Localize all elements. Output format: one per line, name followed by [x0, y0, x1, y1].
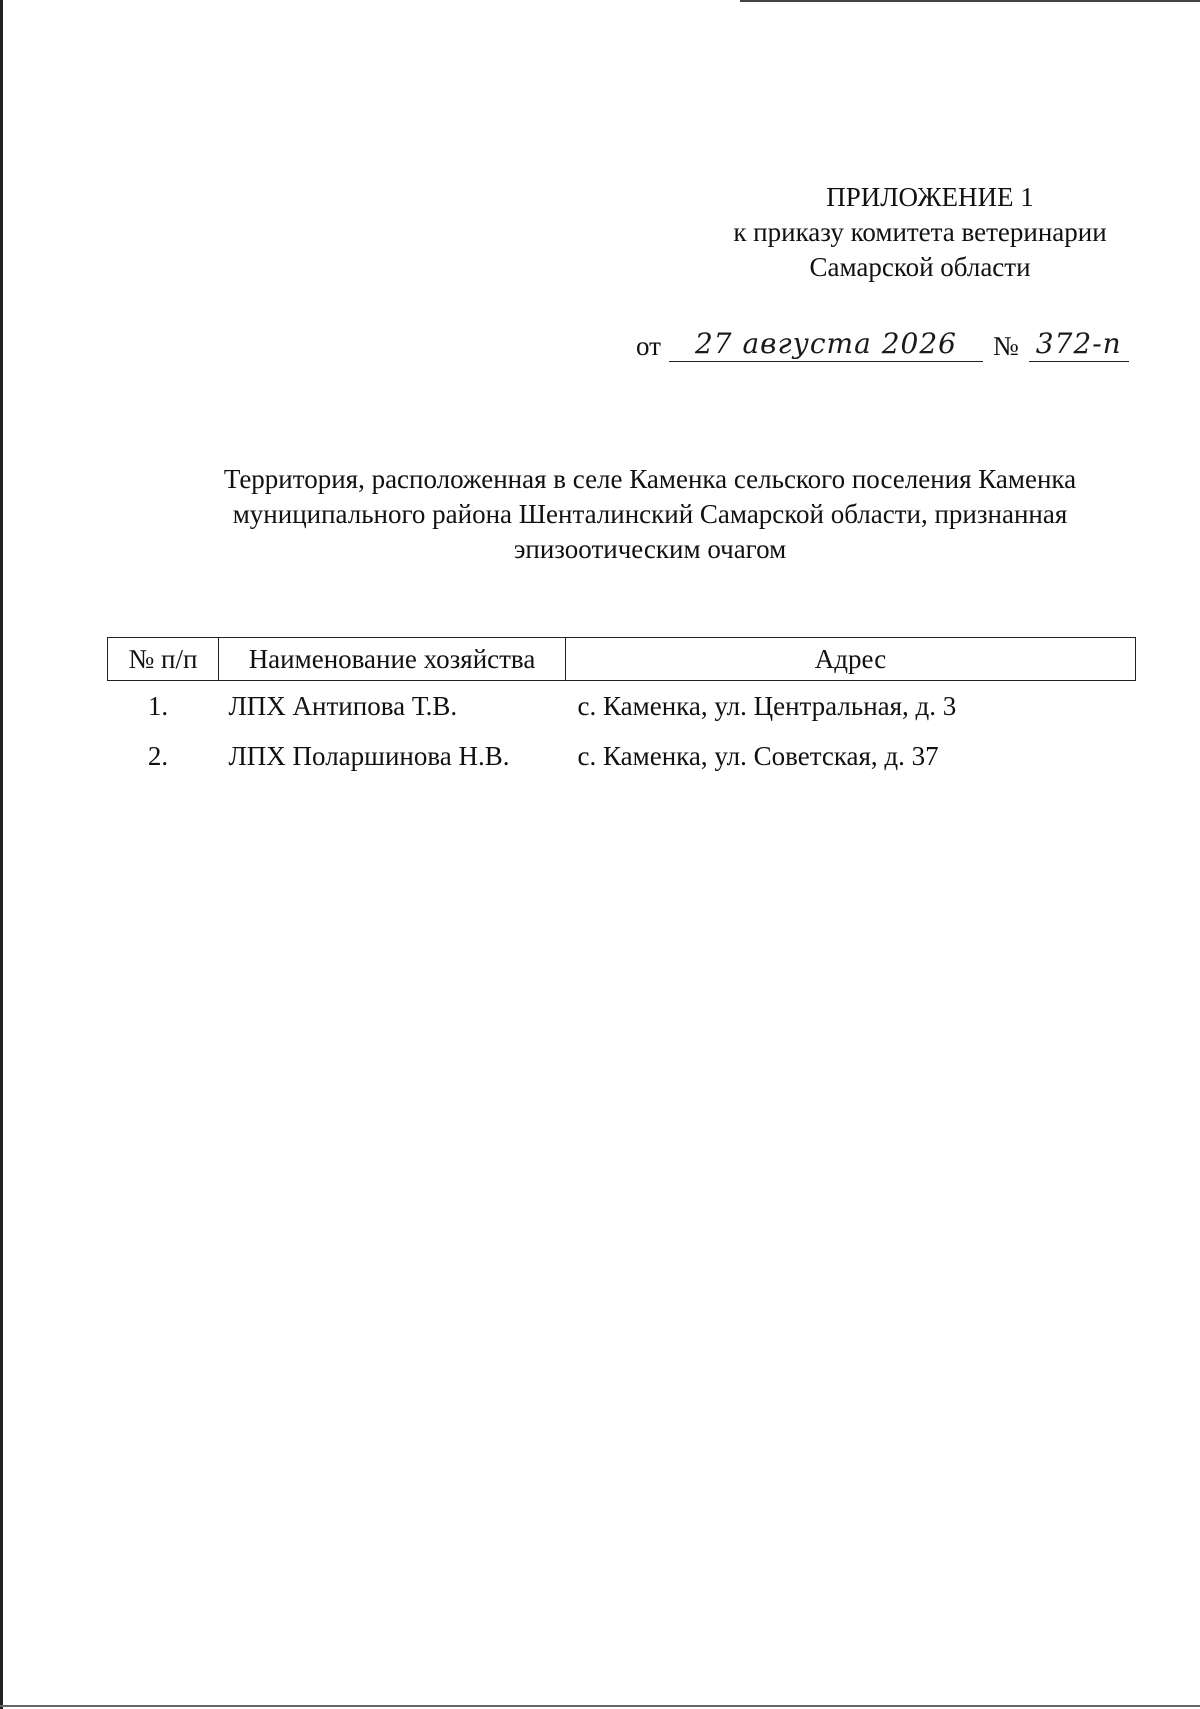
- order-number-sign: №: [992, 331, 1019, 361]
- header-number: № п/п: [108, 638, 219, 681]
- appendix-header: [700, 180, 1140, 285]
- order-from-label: от: [636, 331, 661, 361]
- appendix-region: Самарской области: [809, 252, 1031, 282]
- scan-edge-left: [0, 0, 3, 1709]
- order-date-number: [636, 318, 1129, 362]
- row-farm-name: ЛПХ Антипова Т.В.: [228, 690, 458, 721]
- appendix-order-ref: к приказу комитета ветеринарии: [733, 217, 1107, 247]
- order-date-handwritten: 27 августа 2026: [669, 327, 983, 362]
- row-number: 1.: [147, 690, 169, 721]
- header-address: Адрес: [566, 638, 1136, 681]
- title-line-1: Территория, расположенная в селе Каменка сельского поселения Каменка: [223, 464, 1077, 494]
- document-title: [160, 462, 1140, 567]
- row-farm-name: ЛПХ Поларшинова Н.В.: [228, 740, 510, 771]
- row-address: с. Каменка, ул. Советская, д. 37: [577, 740, 939, 771]
- title-line-3: эпизоотическим очагом: [513, 534, 787, 564]
- header-farm-name: Наименование хозяйства: [219, 638, 566, 681]
- order-number-handwritten: 372-п: [1029, 327, 1129, 362]
- appendix-title: ПРИЛОЖЕНИЕ 1: [826, 182, 1034, 212]
- row-number: 2.: [147, 740, 169, 771]
- table-row: [108, 731, 1136, 781]
- table-row: [108, 681, 1136, 732]
- table-header-row: [108, 638, 1136, 681]
- scan-edge-bottom: [0, 1705, 1200, 1707]
- title-line-2: муниципального района Шенталинский Самарской области, признанная: [232, 499, 1068, 529]
- farms-table: [107, 637, 1136, 781]
- row-address: с. Каменка, ул. Центральная, д. 3: [577, 690, 957, 721]
- scan-edge-top: [740, 0, 1200, 2]
